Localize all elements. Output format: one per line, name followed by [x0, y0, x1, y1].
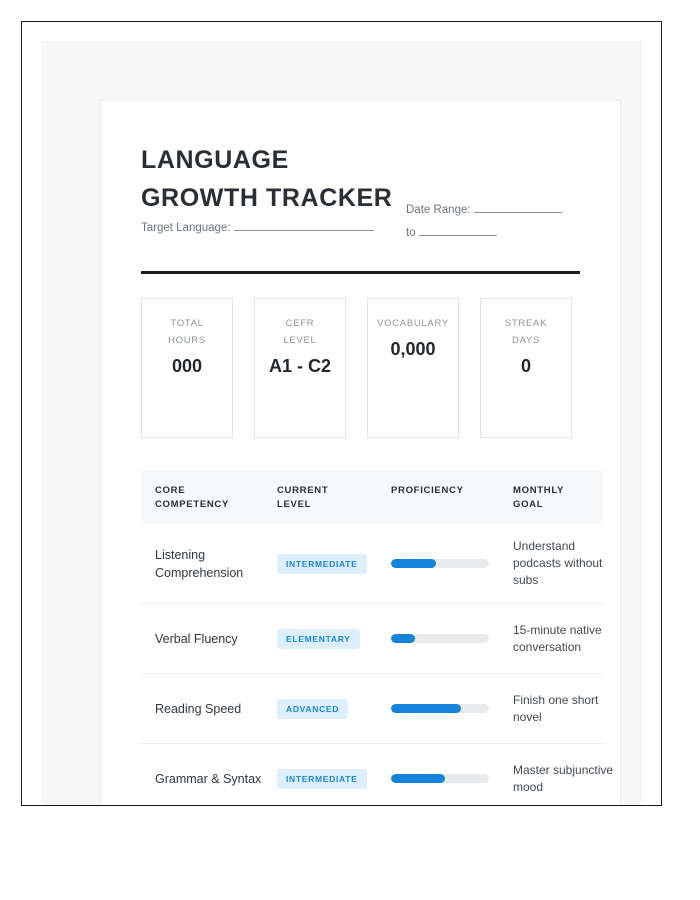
date-range-field-group	[406, 199, 586, 245]
proficiency-progress-bar	[391, 559, 489, 568]
header-line-2: GOAL	[513, 499, 544, 510]
stat-value-total-hours: 000	[171, 356, 203, 376]
date-range-start-input[interactable]	[474, 212, 562, 213]
cell-monthly-goal	[513, 622, 617, 656]
title-line-1: LANGUAGE	[141, 146, 289, 174]
stat-card-cefr-level	[254, 298, 346, 438]
table-row	[141, 744, 614, 806]
cell-proficiency	[391, 634, 513, 643]
table-row	[141, 674, 603, 744]
goal-label: Understand podcasts without subs	[513, 539, 603, 587]
competency-label: Reading Speed	[155, 701, 242, 716]
header-line-2: COMPETENCY	[155, 499, 230, 510]
document-sheet	[100, 100, 621, 806]
column-header-monthly-goal	[513, 484, 617, 512]
competency-label: Grammar & Syntax	[155, 771, 262, 786]
stat-label-line-1: CEFR	[285, 318, 315, 329]
cell-monthly-goal	[513, 538, 617, 589]
date-range-to-label: to	[406, 227, 416, 239]
table-header-row	[141, 470, 603, 524]
proficiency-progress-bar	[391, 634, 489, 643]
stat-label-line-2: LEVEL	[283, 335, 317, 346]
cell-current-level	[277, 699, 391, 719]
target-language-field-group	[141, 222, 374, 234]
stat-label-line-1: TOTAL	[170, 318, 204, 329]
proficiency-progress-fill	[391, 559, 436, 568]
cell-proficiency	[391, 704, 513, 713]
column-header-competency	[155, 484, 277, 512]
page-backdrop	[41, 41, 642, 806]
column-header-current-level	[277, 484, 391, 512]
goal-label: Master subjunctive mood	[513, 762, 614, 794]
proficiency-progress-bar	[391, 704, 489, 713]
header-line-1: PROFICIENCY	[391, 485, 464, 496]
masthead-divider	[141, 271, 580, 274]
cell-competency	[155, 770, 277, 788]
goal-label: 15-minute native conversation	[513, 622, 602, 654]
cell-competency	[155, 630, 277, 648]
date-range-label: Date Range:	[406, 204, 471, 216]
stat-label-line-1: STREAK	[504, 318, 548, 329]
target-language-label: Target Language:	[141, 222, 231, 234]
table-row	[141, 604, 603, 674]
status-badge: ADVANCED	[277, 699, 348, 719]
status-badge: INTERMEDIATE	[277, 554, 367, 574]
cell-monthly-goal	[513, 692, 617, 726]
stat-value-vocabulary: 0,000	[390, 339, 436, 359]
date-range-row	[406, 199, 586, 222]
title-line-2: GROWTH TRACKER	[141, 184, 393, 212]
cell-competency	[155, 546, 277, 582]
stat-card-total-hours	[141, 298, 233, 438]
header-line-1: CURRENT	[277, 485, 329, 496]
table-row	[141, 524, 603, 604]
competency-label: Listening Comprehension	[155, 547, 244, 580]
date-range-to-row	[406, 222, 586, 245]
cell-proficiency	[391, 559, 513, 568]
header-line-1: MONTHLY	[513, 485, 564, 496]
status-badge: INTERMEDIATE	[277, 769, 367, 789]
header-line-2: LEVEL	[277, 499, 312, 510]
proficiency-progress-fill	[391, 774, 445, 783]
status-badge: ELEMENTARY	[277, 629, 360, 649]
cell-current-level	[277, 629, 391, 649]
stat-value-streak-days: 0	[520, 356, 531, 376]
date-range-end-input[interactable]	[419, 235, 497, 236]
page-title	[141, 141, 399, 217]
cell-current-level	[277, 769, 391, 789]
competency-label: Verbal Fluency	[155, 631, 238, 646]
stat-card-streak-days	[480, 298, 572, 438]
stat-card-vocabulary	[367, 298, 459, 438]
cell-proficiency	[391, 774, 513, 783]
cell-current-level	[277, 554, 391, 574]
header-line-1: CORE	[155, 485, 186, 496]
proficiency-progress-fill	[391, 634, 415, 643]
stat-value-cefr-level: A1 - C2	[268, 356, 331, 376]
proficiency-progress-bar	[391, 774, 489, 783]
cell-competency	[155, 700, 277, 718]
masthead	[141, 141, 580, 253]
column-header-proficiency	[391, 484, 513, 512]
stat-label-line-1: VOCABULARY	[377, 318, 449, 329]
goal-label: Finish one short novel	[513, 692, 599, 724]
document-viewport-frame	[21, 21, 662, 806]
stats-row	[141, 298, 580, 438]
stat-label-line-2: DAYS	[512, 335, 540, 346]
proficiency-progress-fill	[391, 704, 461, 713]
target-language-input[interactable]	[234, 230, 374, 231]
cell-monthly-goal	[513, 762, 617, 796]
competency-table	[141, 470, 614, 806]
stat-label-line-2: HOURS	[168, 335, 206, 346]
